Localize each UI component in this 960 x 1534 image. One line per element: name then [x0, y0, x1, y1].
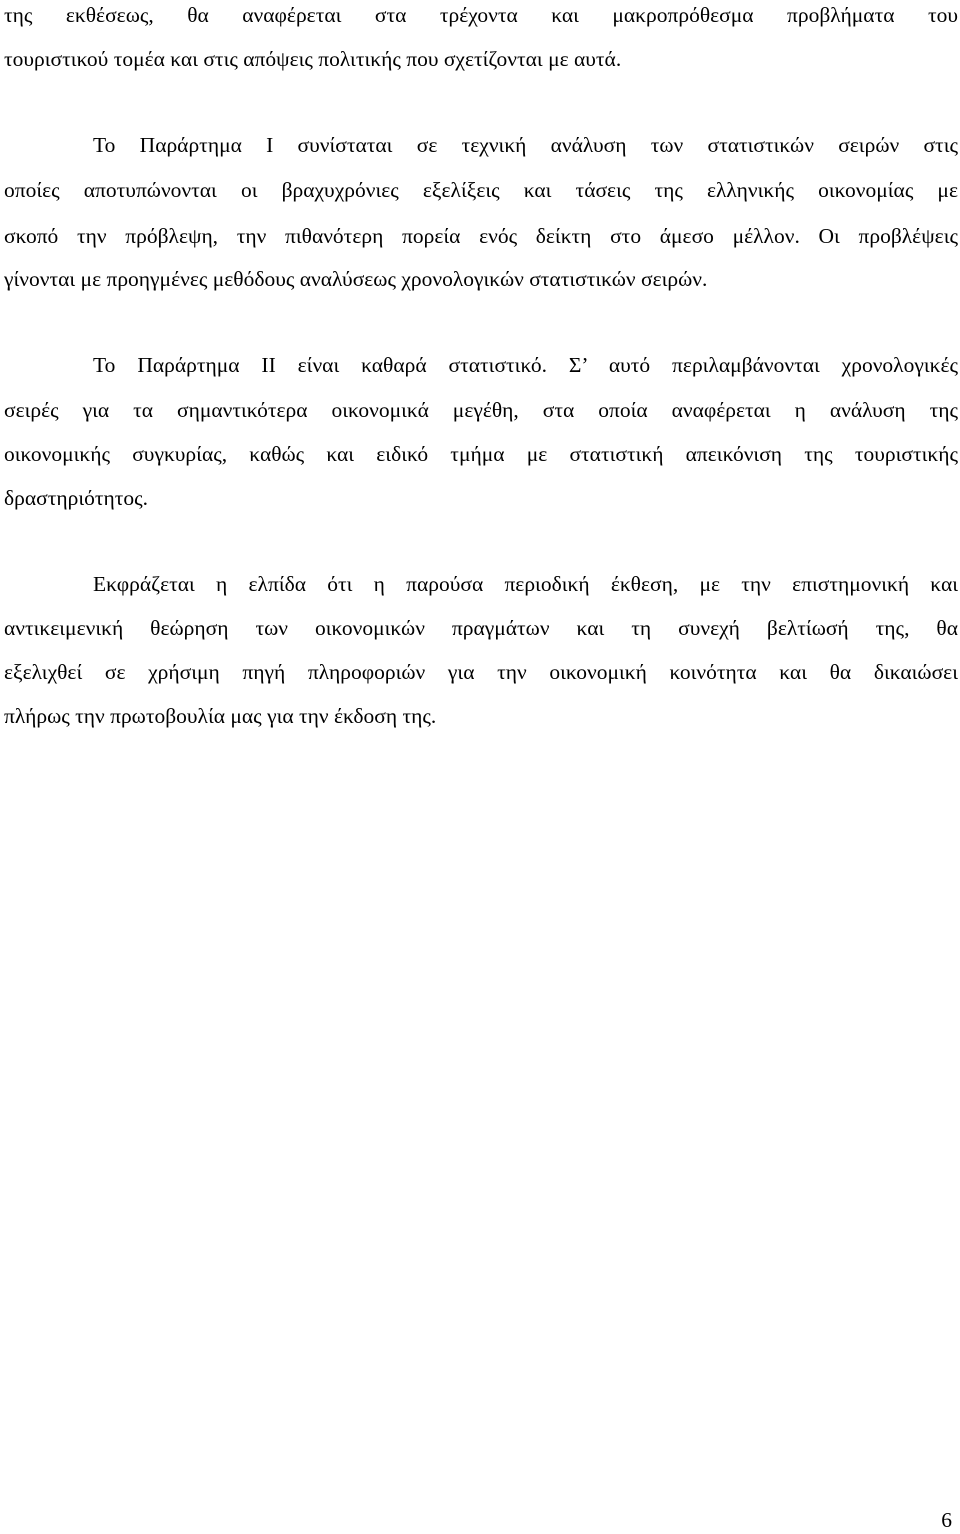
paragraph-line: της εκθέσεως, θα αναφέρεται στα τρέχοντα και μακροπρόθεσμα προβλήματα του: [4, 3, 958, 27]
paragraph-line: Το Παράρτημα ΙΙ είναι καθαρά στατιστικό. Σ’ αυτό περιλαμβάνονται χρονολογικές: [93, 353, 958, 377]
paragraph-line: πλήρως την πρωτοβουλία μας για την έκδοση της.: [4, 704, 437, 728]
paragraph-line: γίνονται με προηγμένες μεθόδους αναλύσεως χρονολογικών στατιστικών σειρών.: [4, 267, 708, 291]
paragraph-line: οποίες αποτυπώνονται οι βραχυχρόνιες εξελίξεις και τάσεις της ελληνικής οικονομίας με: [4, 178, 958, 202]
paragraph-line: τουριστικού τομέα και στις απόψεις πολιτικής που σχετίζονται με αυτά.: [4, 47, 622, 71]
paragraph-line: σκοπό την πρόβλεψη, την πιθανότερη πορεία ενός δείκτη στο άμεσο μέλλον. Οι προβλέψεις: [4, 224, 958, 248]
paragraph-line: σειρές για τα σημαντικότερα οικονομικά μεγέθη, στα οποία αναφέρεται η ανάλυση της: [4, 398, 958, 422]
paragraph-line: οικονομικής συγκυρίας, καθώς και ειδικό τμήμα με στατιστική απεικόνιση της τουριστικής: [4, 442, 958, 466]
paragraph-line: δραστηριότητος.: [4, 486, 149, 510]
page-number: 6: [941, 1508, 952, 1532]
paragraph-line: Εκφράζεται η ελπίδα ότι η παρούσα περιοδική έκθεση, με την επιστημονική και: [93, 572, 958, 596]
paragraph-line: αντικειμενική θεώρηση των οικονομικών πραγμάτων και τη συνεχή βελτίωσή της, θα: [4, 616, 958, 640]
paragraph-line: Το Παράρτημα Ι συνίσταται σε τεχνική ανάλυση των στατιστικών σειρών στις: [93, 133, 958, 157]
paragraph-line: εξελιχθεί σε χρήσιμη πηγή πληροφοριών για την οικονομική κοινότητα και θα δικαιώσει: [4, 660, 958, 684]
